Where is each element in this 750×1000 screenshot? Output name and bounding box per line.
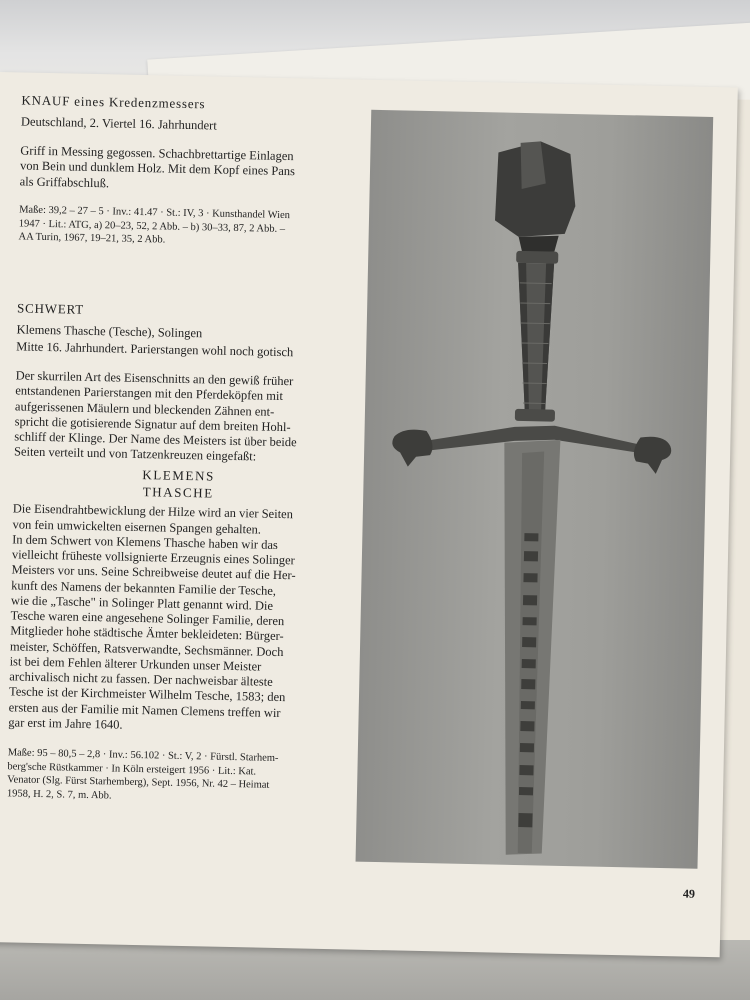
entry2-measures: [7, 746, 338, 807]
paragraph-line: Seiten verteilt und von Tatzenkreuzen eingefaßt:: [13, 444, 257, 464]
entry1-description-line: Griff in Messing gegossen. Schachbrettartige Einlagen: [20, 143, 294, 164]
entry2-date: Mitte 16. Jahrhundert. Parierstangen wohl noch gotisch: [16, 339, 294, 360]
paragraph-line: von fein umwickelten eisernen Spangen gehalten.: [12, 517, 262, 537]
entry2-paragraph-1: [14, 369, 346, 467]
entry1-origin: Deutschland, 2. Viertel 16. Jahrhundert: [20, 114, 217, 133]
sword-photograph: [356, 110, 714, 869]
paragraph-line: ersten aus der Familie mit Namen Clemens treffen wir: [8, 699, 281, 720]
text-column: [7, 92, 352, 807]
paragraph-line: Tesche ist der Kirchmeister Wilhelm Tesche, 1583; den: [8, 684, 286, 705]
paragraph-line: spricht die gotisierende Signatur auf dem breiten Hohl-: [14, 414, 291, 435]
entry2-measures-line: Maße: 95 – 80,5 – 2,8 · Inv.: 56.102 · St.: V, 2 · Fürstl. Starhem-: [7, 747, 279, 765]
entry1-description-line: von Bein und dunklem Holz. Mit dem Kopf eines Pans: [19, 158, 296, 179]
paragraph-line: meister, Schöffen, Ratsverwandte, Sechsmänner. Doch: [9, 639, 284, 659]
entry1-title: KNAUF eines Kredenzmessers: [21, 92, 206, 112]
entry2-maker: Klemens Thasche (Tesche), Solingen: [16, 322, 203, 340]
entry2-paragraph-2: [8, 502, 343, 738]
paragraph-line: Meisters vor uns. Seine Schreibweise deutet auf die Her-: [11, 562, 296, 583]
paragraph-line: Die Eisendrahtbewicklung der Hilze wird an vier Seiten: [12, 501, 294, 522]
entry1-description-line: als Griffabschluß.: [19, 174, 110, 190]
entry1-measures-line: 1947 · Lit.: ATG, a) 20–23, 52, 2 Abb. – b) 30–33, 87, 2 Abb. –: [18, 217, 286, 235]
paragraph-line: Mitglieder hohe städtische Ämter bekleideten: Bürger-: [10, 623, 284, 644]
signature-line: KLEMENS: [142, 466, 216, 484]
paragraph-line: aufgerissenen Mäulern und bleckenden Zähnen ent-: [14, 399, 275, 419]
entry2-title: SCHWERT: [16, 300, 85, 317]
crossguard-horse-head-left: [392, 429, 433, 467]
grip-ferrule-bottom: [515, 409, 555, 422]
entry1-measures: [18, 203, 349, 251]
paragraph-line: schliff der Klinge. Der Name des Meisters ist über beide: [14, 429, 297, 450]
paragraph-line: vielleicht früheste vollsignierte Erzeugnis eines Solinger: [11, 547, 295, 568]
signature-line: THASCHE: [142, 483, 214, 501]
entry1-measures-line: AA Turin, 1967, 19–21, 35, 2 Abb.: [18, 231, 166, 246]
paragraph-line: wie die „Tasche" in Solinger Platt genannt wird. Die: [10, 593, 274, 613]
entry2-measures-line: 1958, H. 2, S. 7, m. Abb.: [6, 788, 112, 802]
entry2-measures-line: Venator (Slg. Fürst Starhemberg), Sept. 1956, Nr. 42 – Heimat: [7, 774, 270, 792]
book-page: [0, 72, 738, 957]
pommel-neck: [518, 235, 558, 254]
paragraph-line: kunft des Namens der bekannten Familie der Tesche,: [11, 578, 277, 598]
paragraph-line: Der skurrilen Art des Eisenschnitts an den gewiß früher: [15, 368, 294, 389]
paragraph-line: In dem Schwert von Klemens Thasche haben wir das: [12, 532, 278, 552]
entry1-measures-line: Maße: 39,2 – 27 – 5 · Inv.: 41.47 · St.: IV, 3 · Kunsthandel Wien: [19, 204, 291, 221]
paragraph-line: gar erst im Jahre 1640.: [8, 715, 123, 732]
entry2-measures-line: berg'sche Rüstkammer · In Köln ersteigert 1956 · Lit.: Kat.: [7, 761, 257, 778]
sword-illustration: [356, 110, 714, 869]
paragraph-line: entstandenen Parierstangen mit den Pferdeköpfen mit: [15, 383, 284, 404]
page-number: 49: [682, 886, 696, 901]
paragraph-line: archivalisch nicht zu fassen. Der nachweisbar älteste: [9, 669, 273, 690]
grip-ferrule-top: [516, 251, 558, 264]
paragraph-line: Tesche waren eine angesehene Solinger Familie, deren: [10, 608, 285, 629]
paragraph-line: ist bei dem Fehlen älterer Urkunden unser Meister: [9, 654, 262, 674]
signature-inscription: [13, 464, 344, 505]
crossguard-horse-head-right: [633, 436, 671, 474]
entry1-description: [20, 144, 351, 197]
